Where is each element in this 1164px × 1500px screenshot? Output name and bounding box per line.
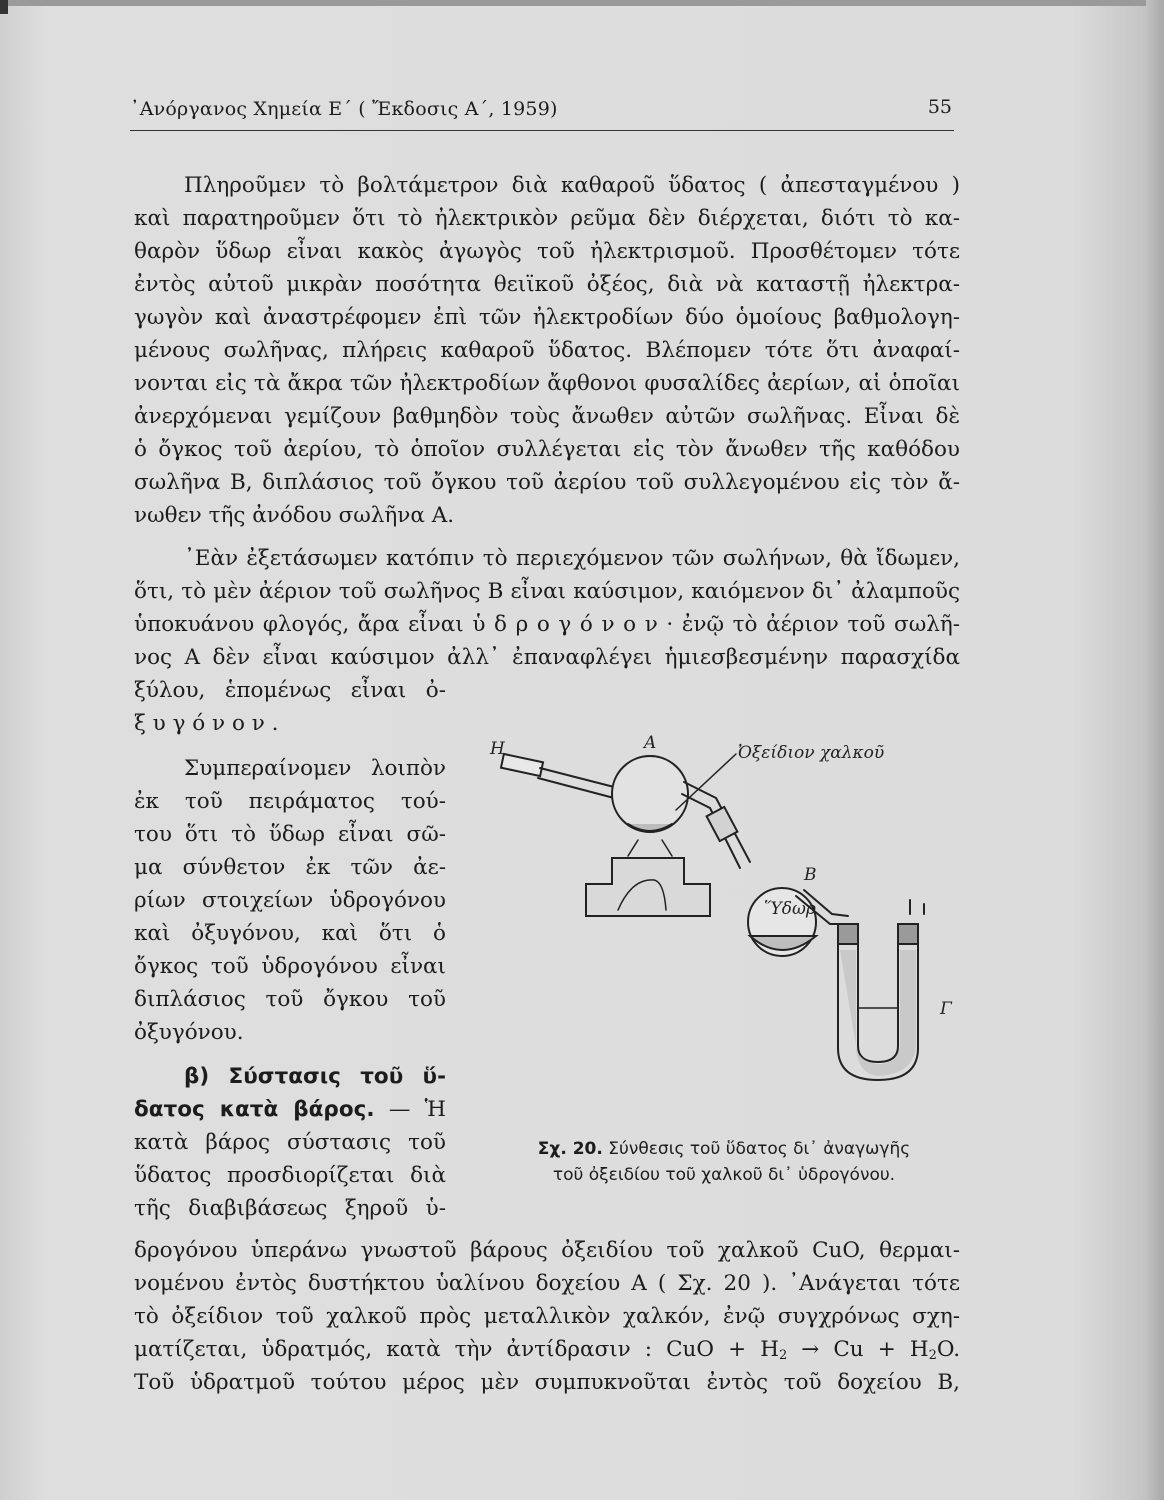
page-number: 55 xyxy=(927,96,952,118)
flame-lines xyxy=(628,840,672,856)
figure-caption xyxy=(496,1136,952,1188)
section-heading-cont: δατος κατὰ βάρος. xyxy=(134,1097,375,1122)
text-line: κατὰ βάρος σύστασις τοῦ xyxy=(134,1130,446,1155)
text-line: ἐντὸς αὐτοῦ μικρὰν ποσότητα θειϊκοῦ ὀξέος, διὰ νὰ καταστῇ ἠλεκτρα- xyxy=(134,272,960,297)
text-line: ρίων στοιχείων ὑδρογόνου xyxy=(134,888,446,913)
text-line: ὕδατος προσδιορίζεται διὰ xyxy=(134,1163,446,1188)
text-line: του ὅτι τὸ ὕδωρ εἶναι σῶ- xyxy=(134,822,446,847)
text-line: μένους σωλῆνας, πλήρεις καθαροῦ ὕδατος. Βλέπομεν τότε ὅτι ἀναφαί- xyxy=(134,338,960,363)
u-tube-exit xyxy=(910,900,924,914)
bulb-a xyxy=(612,756,688,832)
text-line: ἀνερχόμεναι γεμίζουν βαθμηδὸν τοὺς ἄνωθεν αὐτῶν σωλῆνας. Εἶναι δὲ xyxy=(134,404,960,429)
text-line: μα σύνθετον ἐκ τῶν ἀε- xyxy=(134,855,446,880)
text-line: ξ υ γ ό ν ο ν . xyxy=(134,711,279,736)
caption-line-2: τοῦ ὀξειδίου τοῦ χαλκοῦ δι᾿ ὑδρογόνου. xyxy=(552,1165,896,1185)
label-b: B xyxy=(804,865,817,885)
text-line: ὅτι, τὸ μὲν ἀέριον τοῦ σωλῆνος Β εἶναι καύσιμον, καιόμενον δι᾿ ἀλαμποῦς xyxy=(134,579,960,604)
formula-h2: $H_2$ xyxy=(760,1337,788,1363)
plus-sign: + xyxy=(877,1337,896,1362)
caption-number: Σχ. 20. xyxy=(537,1139,603,1159)
text-line: διπλάσιος τοῦ ὄγκου τοῦ xyxy=(134,987,446,1012)
label-h: H xyxy=(490,739,505,759)
text-line: ὀξυγόνου. xyxy=(134,1020,244,1045)
text-line: σωλῆνα Β, διπλάσιος τοῦ ὄγκου τοῦ ἀερίου τοῦ συλλεγομένου εἰς τὸν ἄ- xyxy=(134,470,960,495)
inlet-stopper xyxy=(501,754,543,776)
scan-edge-top xyxy=(0,0,1164,6)
plus-sign: + xyxy=(728,1337,747,1362)
label-a: A xyxy=(644,733,657,753)
u-tube-stopper-right xyxy=(898,924,918,944)
text-line: ἐκ τοῦ πειράματος τού- xyxy=(134,789,446,814)
text-line: ξύλου, ἑπομένως εἶναι ὀ- xyxy=(134,678,446,703)
reaction-intro: ματίζεται, ὑδρατμός, κατὰ τὴν ἀντίδρασιν : xyxy=(134,1337,653,1362)
u-tube-stopper-left xyxy=(838,924,858,944)
text-line: τὸ ὀξείδιον τοῦ χαλκοῦ πρὸς μεταλλικὸν χαλκόν, ἐνῷ συγχρόνως σχη- xyxy=(134,1304,960,1329)
text-line: Πληροῦμεν τὸ βολτάμετρον διὰ καθαροῦ ὕδατος ( ἀπεσταγμένου ) xyxy=(184,173,960,198)
text-line: καὶ ὀξυγόνου, καὶ ὅτι ὁ xyxy=(134,921,446,946)
apparatus-figure xyxy=(478,728,958,1098)
label-water: Ὕδωρ xyxy=(764,899,816,919)
scan-corner-mark xyxy=(0,0,8,14)
u-tube-drying-agent xyxy=(840,950,916,1076)
label-gamma: Γ xyxy=(940,999,952,1019)
text-line: νωθεν τῆς ἀνόδου σωλῆνα Α. xyxy=(134,503,455,528)
text-line: νονται εἰς τὰ ἄκρα τῶν ἠλεκτροδίων ἄφθονοι φυσαλίδες ἀερίων, αἱ ὁποῖαι xyxy=(134,371,960,396)
formula-h2o: $H_2O$. xyxy=(909,1337,961,1363)
running-header xyxy=(130,96,954,131)
header-title: ᾿Ανόργανος Χημεία Ε΄ ( Ἔκδοσις Α΄, 1959) xyxy=(130,98,558,120)
formula-cuo: CuO xyxy=(666,1337,715,1362)
text-line: Συμπεραίνομεν λοιπὸν xyxy=(184,756,446,781)
scan-edge-right xyxy=(1146,0,1164,1500)
text-line: νος Α δὲν εἶναι καύσιμον ἀλλ᾿ ἐπαναφλέγει ἡμιεσβεσμένην παρασχίδα xyxy=(134,645,960,670)
text-line: ὁ ὄγκος τοῦ ἀερίου, τὸ ὁποῖον συλλέγεται εἰς τὸν ἄνωθεν τῆς καθόδου xyxy=(134,437,960,462)
text-line: δρογόνου ὑπεράνω γνωστοῦ βάρους ὀξειδίου τοῦ χαλκοῦ CuO, θερμαι- xyxy=(134,1238,960,1263)
inlet-tube xyxy=(538,768,618,798)
u-tube-inner xyxy=(858,938,898,1062)
caption-line-1 xyxy=(496,1136,952,1162)
section-text-start: — Ἡ xyxy=(388,1097,446,1122)
text-line: ὑποκυάνου φλογός, ἄρα εἶναι ὑ δ ρ ο γ ό ν ο ν · ἐνῷ τὸ ἀέριον τοῦ σωλῆ- xyxy=(134,612,960,637)
formula-cu: Cu xyxy=(833,1337,864,1362)
text-line: τῆς διαβιβάσεως ξηροῦ ὑ- xyxy=(134,1196,446,1221)
copper-oxide-heap xyxy=(628,824,672,831)
text-line: Τοῦ ὑδρατμοῦ τούτου μέρος μὲν συμπυκνοῦται ἐντὸς τοῦ δοχείου Β, xyxy=(134,1370,960,1395)
label-copper-oxide: Ὀξείδιον χαλκοῦ xyxy=(738,743,885,763)
reaction-arrow: → xyxy=(801,1337,820,1362)
reaction-line xyxy=(134,1336,960,1364)
spirit-burner xyxy=(586,858,710,916)
text-line: θαρὸν ὕδωρ εἶναι κακὸς ἀγωγὸς τοῦ ἠλεκτρισμοῦ. Προσθέτομεν τότε xyxy=(134,239,960,264)
caption-text-1: Σύνθεσις τοῦ ὕδατος δι᾿ ἀναγωγῆς xyxy=(608,1139,911,1159)
text-line: νομένου ἐντὸς δυστήκτου ὑαλίνου δοχείου Α ( Σχ. 20 ). ᾿Ανάγεται τότε xyxy=(134,1271,960,1296)
section-heading-line xyxy=(134,1096,446,1124)
section-heading: β) Σύστασις τοῦ ὕ- xyxy=(184,1064,446,1089)
text-line: γωγὸν καὶ ἀναστρέφομεν ἐπὶ τῶν ἠλεκτροδίων δύο ὁμοίους βαθμολογη- xyxy=(134,305,960,330)
text-line: ᾿Εὰν ἐξετάσωμεν κατόπιν τὸ περιεχόμενον τῶν σωλήνων, θὰ ἴδωμεν, xyxy=(184,546,960,571)
text-line: καὶ παρατηροῦμεν ὅτι τὸ ἠλεκτρικὸν ρεῦμα δὲν διέρχεται, διότι τὸ κα- xyxy=(134,206,960,231)
text-line: ὄγκος τοῦ ὑδρογόνου εἶναι xyxy=(134,954,446,979)
